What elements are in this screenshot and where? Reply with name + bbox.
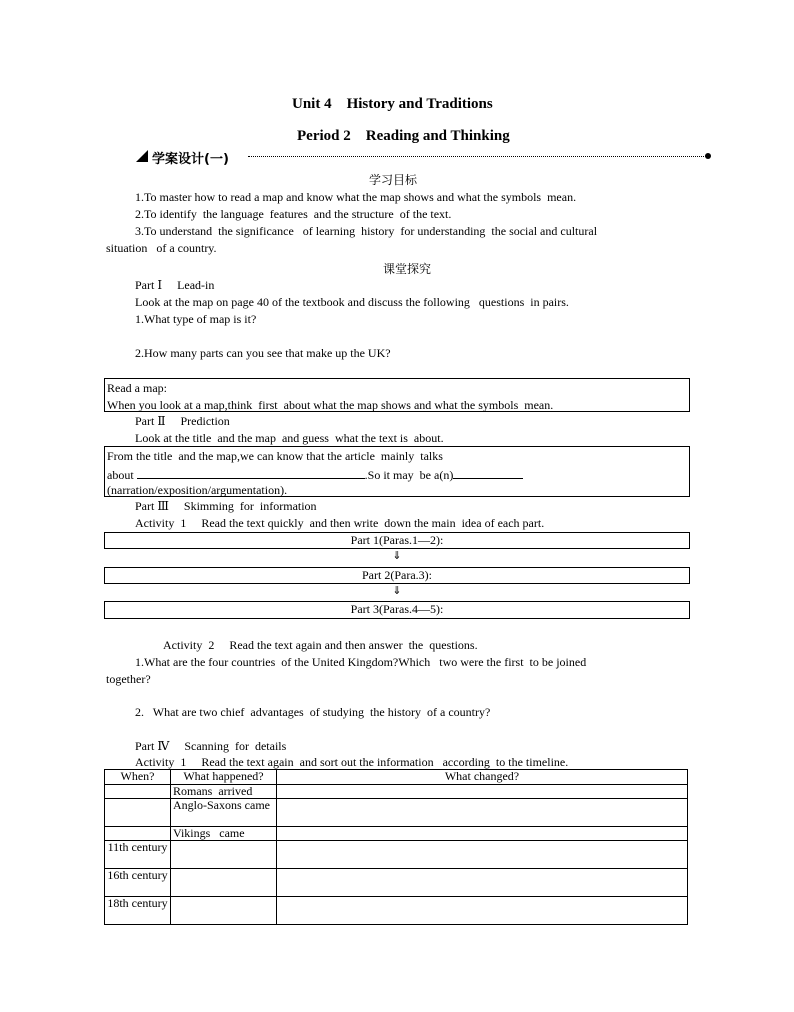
when-cell: 18th century xyxy=(105,897,171,925)
header-what-happened: What happened? xyxy=(171,770,277,785)
header-what-changed: What changed? xyxy=(277,770,688,785)
change-cell[interactable] xyxy=(277,869,688,897)
part-2-label: Part 2(Para.3): xyxy=(362,568,432,582)
prediction-line-3: (narration/exposition/argumentation). xyxy=(107,483,288,497)
event-cell: Vikings came xyxy=(171,827,277,841)
period-title: Period 2 Reading and Thinking xyxy=(297,128,510,144)
part1-question-1: 1.What type of map is it? xyxy=(135,312,257,326)
read-map-tip-box xyxy=(104,378,690,412)
goal-item: 2.To identify the language features and the structure of the text. xyxy=(135,207,452,221)
table-row xyxy=(105,869,688,897)
when-cell[interactable] xyxy=(105,827,171,841)
table-header-row xyxy=(105,770,688,785)
prediction-box xyxy=(104,446,690,497)
divider-end-dot xyxy=(705,153,711,159)
header-when: When? xyxy=(105,770,171,785)
design-label: 学案设计(一) xyxy=(152,152,229,167)
goal-item: 3.To understand the significance of learning history for understanding the social and cultural xyxy=(135,224,598,238)
change-cell[interactable] xyxy=(277,799,688,827)
part-1-box[interactable] xyxy=(104,532,690,549)
change-cell[interactable] xyxy=(277,827,688,841)
part3-activity-2: Activity 2 Read the text again and then answer the questions. xyxy=(163,638,478,652)
part-3-box[interactable] xyxy=(104,601,690,619)
change-cell[interactable] xyxy=(277,841,688,869)
part2-instruction: Look at the title and the map and guess what the text is about. xyxy=(135,431,444,445)
timeline-table xyxy=(104,769,688,925)
part4-activity-1: Activity 1 Read the text again and sort out the information according to the timeline. xyxy=(135,755,569,769)
table-row xyxy=(105,897,688,925)
event-cell: Romans arrived xyxy=(171,785,277,799)
event-cell[interactable] xyxy=(171,869,277,897)
triangle-marker-icon xyxy=(136,150,148,162)
event-cell[interactable] xyxy=(171,897,277,925)
unit-title: Unit 4 History and Traditions xyxy=(292,96,493,112)
part-2-box[interactable] xyxy=(104,567,690,584)
table-row xyxy=(105,841,688,869)
part1-heading: Part Ⅰ Lead-in xyxy=(135,278,215,292)
when-cell[interactable] xyxy=(105,785,171,799)
part-1-label: Part 1(Paras.1—2): xyxy=(350,533,444,547)
tip-body: When you look at a map,think first about what the map shows and what the symbols mean. xyxy=(107,398,554,412)
down-arrow-icon: ⇓ xyxy=(392,584,402,597)
part3-heading: Part Ⅲ Skimming for information xyxy=(135,499,317,513)
when-cell: 16th century xyxy=(105,869,171,897)
when-cell[interactable] xyxy=(105,799,171,827)
event-cell[interactable] xyxy=(171,841,277,869)
topic-blank[interactable] xyxy=(137,466,365,479)
part1-instruction: Look at the map on page 40 of the textbook and discuss the following questions in pairs. xyxy=(135,295,569,309)
part2-heading: Part Ⅱ Prediction xyxy=(135,414,230,428)
table-row xyxy=(105,827,688,841)
part-3-label: Part 3(Paras.4—5): xyxy=(350,602,444,616)
text-type-blank[interactable] xyxy=(453,466,523,479)
prediction-type-label: .So it may be a(n) xyxy=(364,468,454,482)
tip-title: Read a map: xyxy=(107,381,167,395)
activity2-question-2: 2. What are two chief advantages of studying the history of a country? xyxy=(135,705,491,719)
part4-heading: Part Ⅳ Scanning for details xyxy=(135,739,287,753)
class-section-heading: 课堂探究 xyxy=(383,262,432,276)
goal-item: 1.To master how to read a map and know what the map shows and what the symbols mean. xyxy=(135,190,577,204)
part3-activity-1: Activity 1 Read the text quickly and then write down the main idea of each part. xyxy=(135,516,545,530)
prediction-line-1: From the title and the map,we can know that the article mainly talks xyxy=(107,449,443,463)
event-cell: Anglo-Saxons came xyxy=(171,799,277,827)
table-row xyxy=(105,799,688,827)
part1-question-2: 2.How many parts can you see that make up the UK? xyxy=(135,346,391,360)
activity2-question-1: 1.What are the four countries of the United Kingdom?Which two were the first to be joined xyxy=(135,655,587,669)
when-cell: 11th century xyxy=(105,841,171,869)
change-cell[interactable] xyxy=(277,785,688,799)
goals-heading: 学习目标 xyxy=(369,173,418,187)
divider xyxy=(248,156,706,157)
prediction-line-2 xyxy=(107,466,523,483)
table-row xyxy=(105,785,688,799)
down-arrow-icon: ⇓ xyxy=(392,549,402,562)
prediction-about-label: about xyxy=(107,468,137,482)
activity2-question-1-cont: together? xyxy=(106,672,151,686)
change-cell[interactable] xyxy=(277,897,688,925)
goal-item: situation of a country. xyxy=(106,241,217,255)
